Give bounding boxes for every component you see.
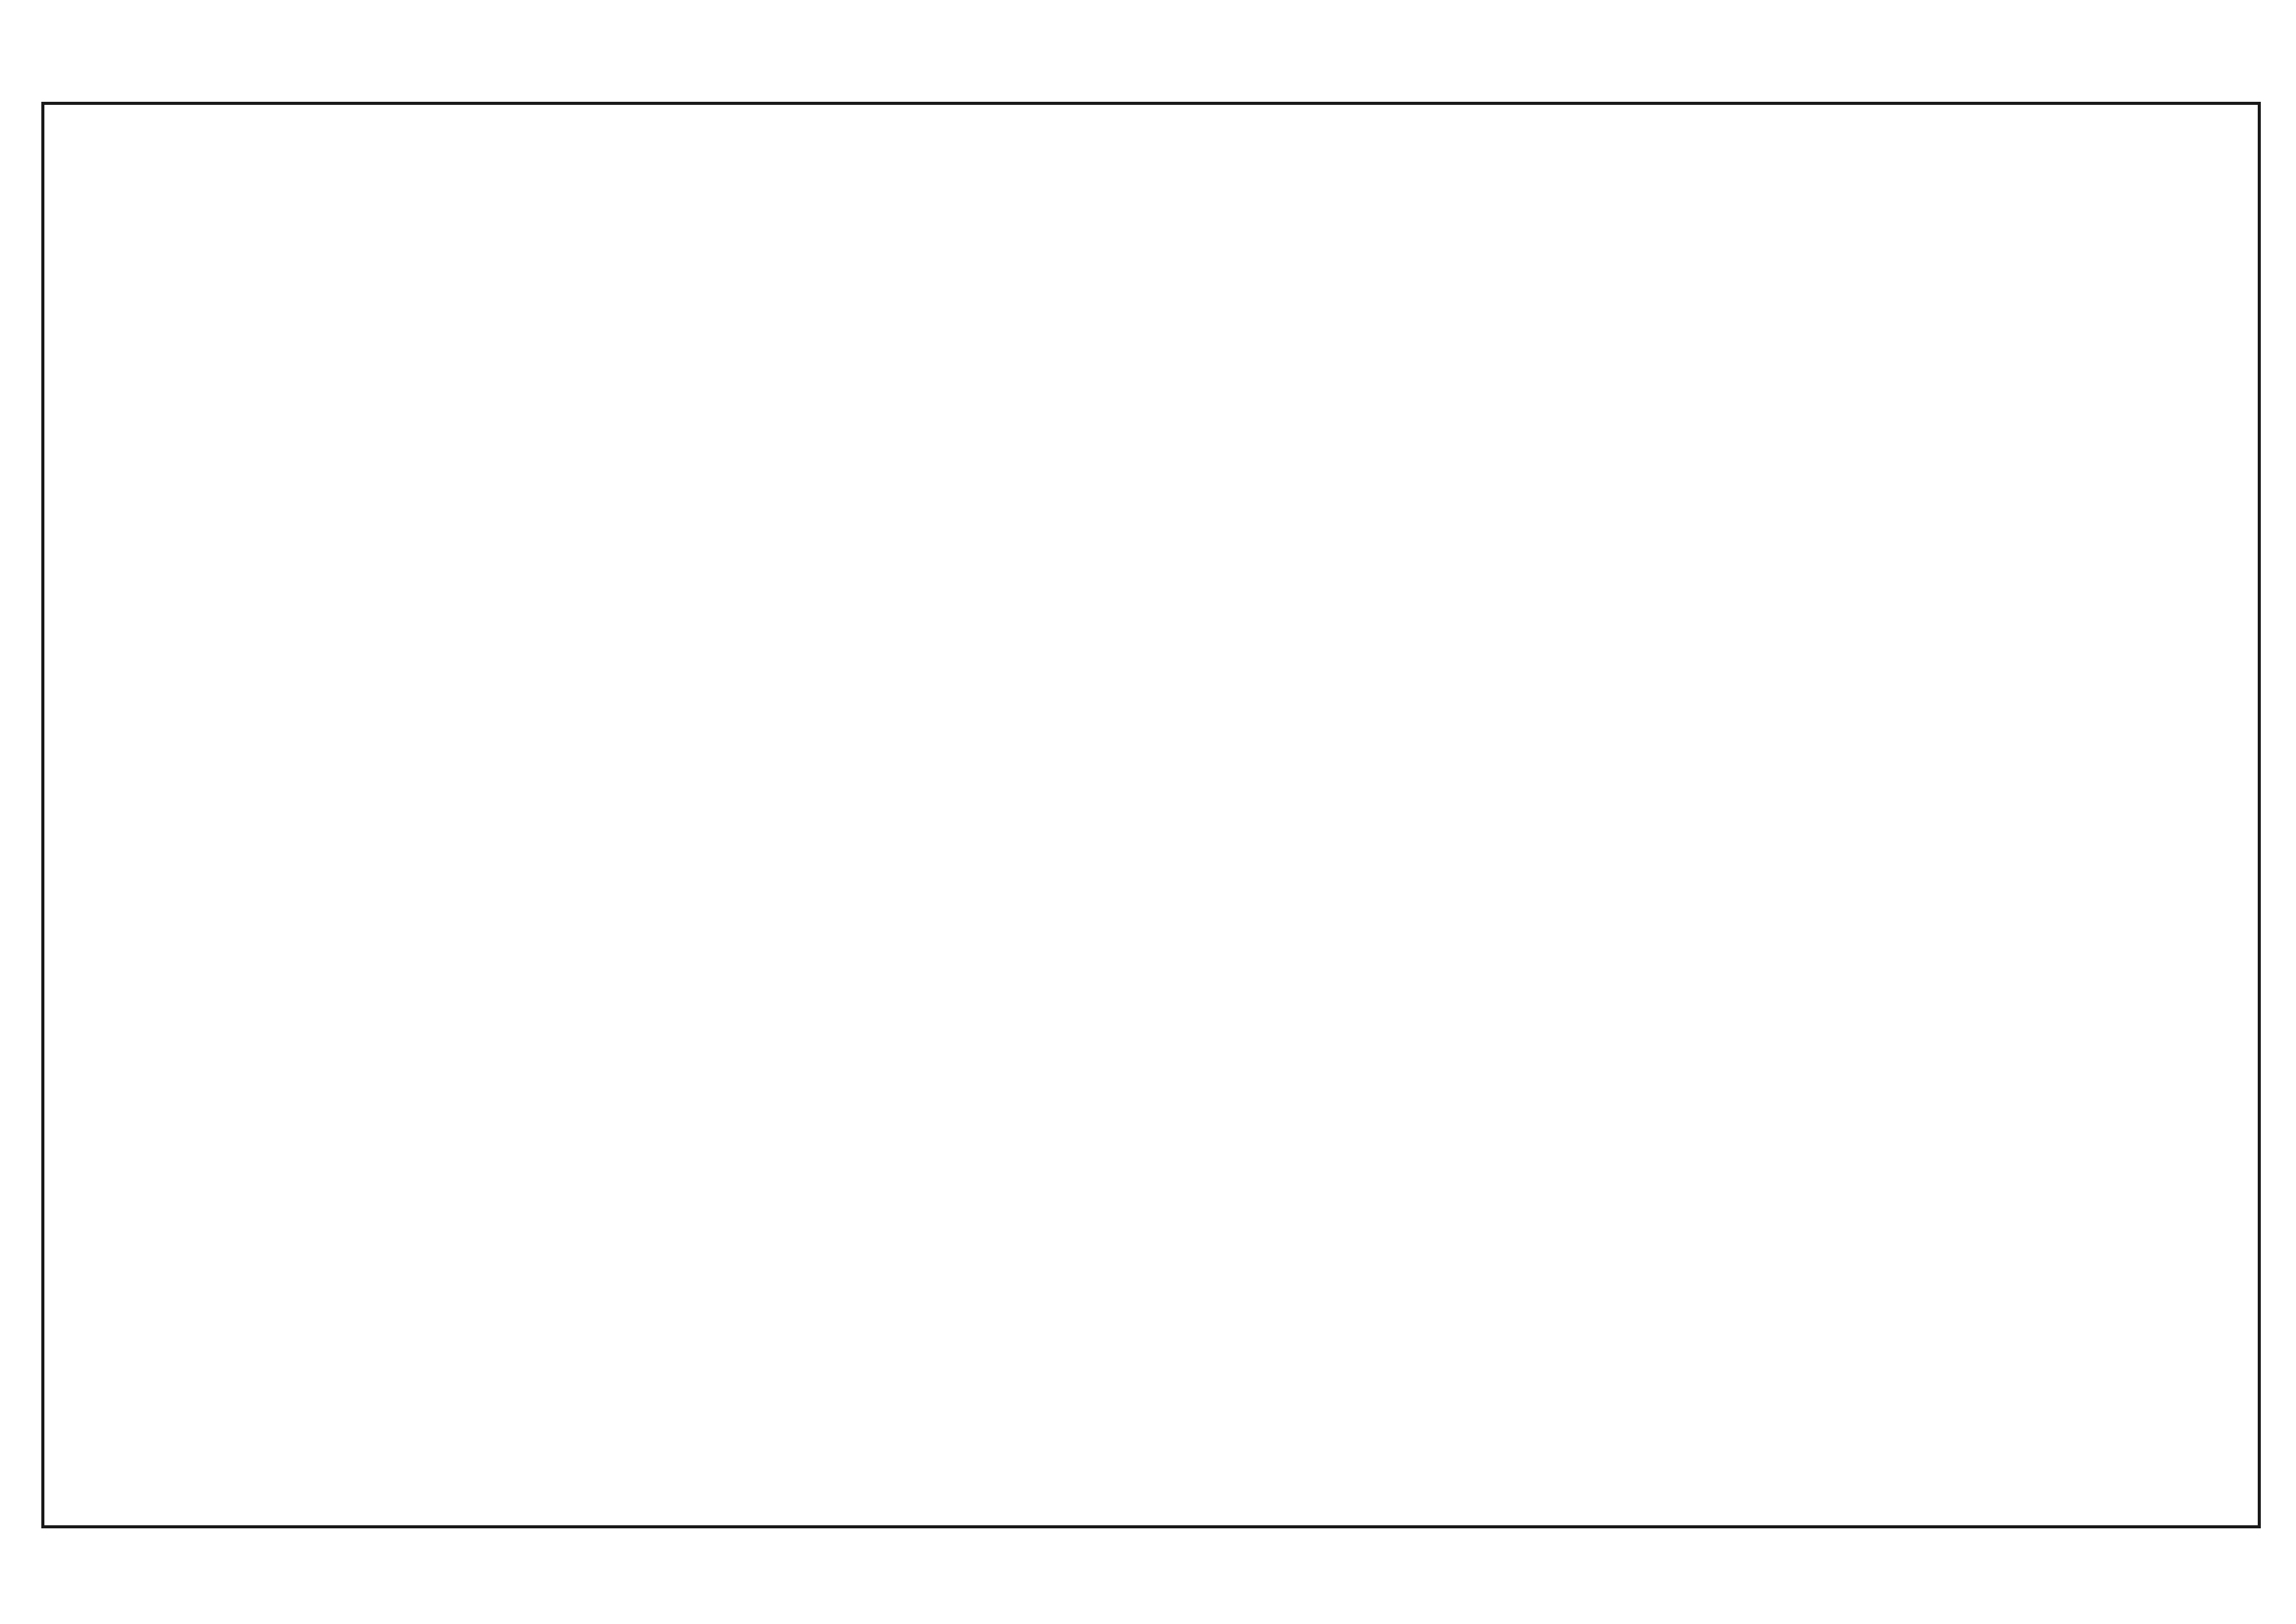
footnote (77, 1394, 87, 1436)
